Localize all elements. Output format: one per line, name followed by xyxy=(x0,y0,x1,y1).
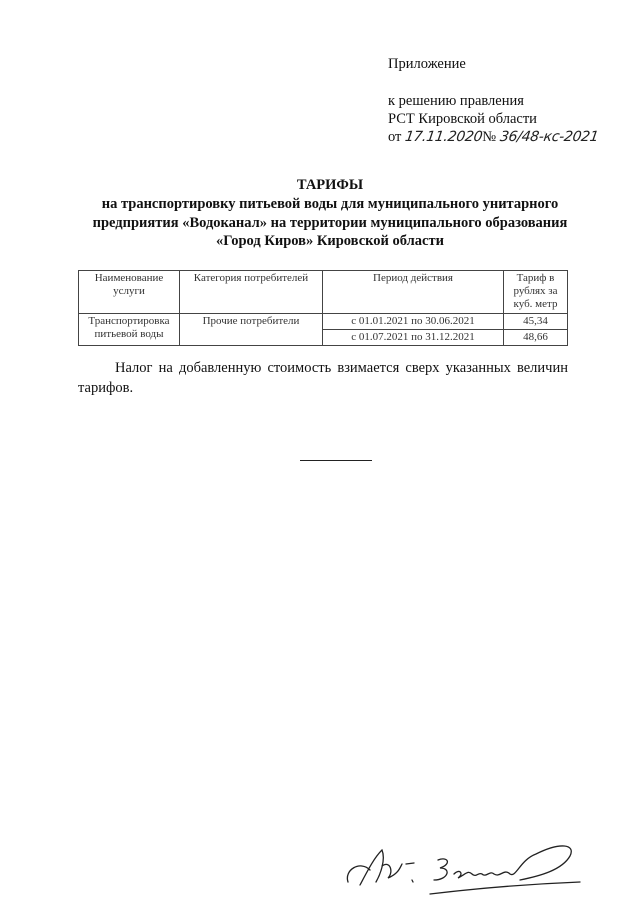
handwritten-date: 17.11.2020 xyxy=(403,129,484,145)
subtitle-line-3: «Город Киров» Кировской области xyxy=(216,233,444,249)
vat-note: Налог на добавленную стоимость взимается сверх указанных величин тарифов. xyxy=(78,360,568,396)
subtitle-line-1: на транспортировку питьевой воды для муниципального унитарного xyxy=(101,196,559,212)
appendix-line-2: РСТ Кировской области xyxy=(388,111,537,127)
category-cell: Прочие потребители xyxy=(180,314,323,346)
header-period: Период действия xyxy=(323,271,504,314)
table-row xyxy=(79,314,568,330)
subtitle-line-2: предприятия «Водоканал» на территории муниципального образования xyxy=(92,214,568,231)
appendix-heading: Приложение xyxy=(388,56,466,72)
handwritten-number: 36/48-кс-2021 xyxy=(498,129,600,145)
signature xyxy=(340,830,600,900)
header-tariff: Тариф в рублях за куб. метр xyxy=(504,271,568,314)
header-category: Категория потребителей xyxy=(180,271,323,314)
document-title: ТАРИФЫ xyxy=(296,177,364,193)
service-cell: Транспортировка питьевой воды xyxy=(79,314,180,346)
header-service: Наименование услуги xyxy=(79,271,180,314)
period-cell: с 01.01.2021 по 30.06.2021 xyxy=(323,314,504,330)
appendix-line-1: к решению правления xyxy=(388,93,524,109)
appendix-date-line xyxy=(388,128,598,146)
date-prefix: от xyxy=(388,129,402,145)
table-header-row xyxy=(79,271,568,314)
separator-line xyxy=(300,460,372,461)
tariff-cell: 48,66 xyxy=(504,330,568,346)
period-cell: с 01.07.2021 по 31.12.2021 xyxy=(323,330,504,346)
tariff-table xyxy=(78,270,568,346)
number-sign: № xyxy=(482,129,497,145)
tariff-cell: 45,34 xyxy=(504,314,568,330)
